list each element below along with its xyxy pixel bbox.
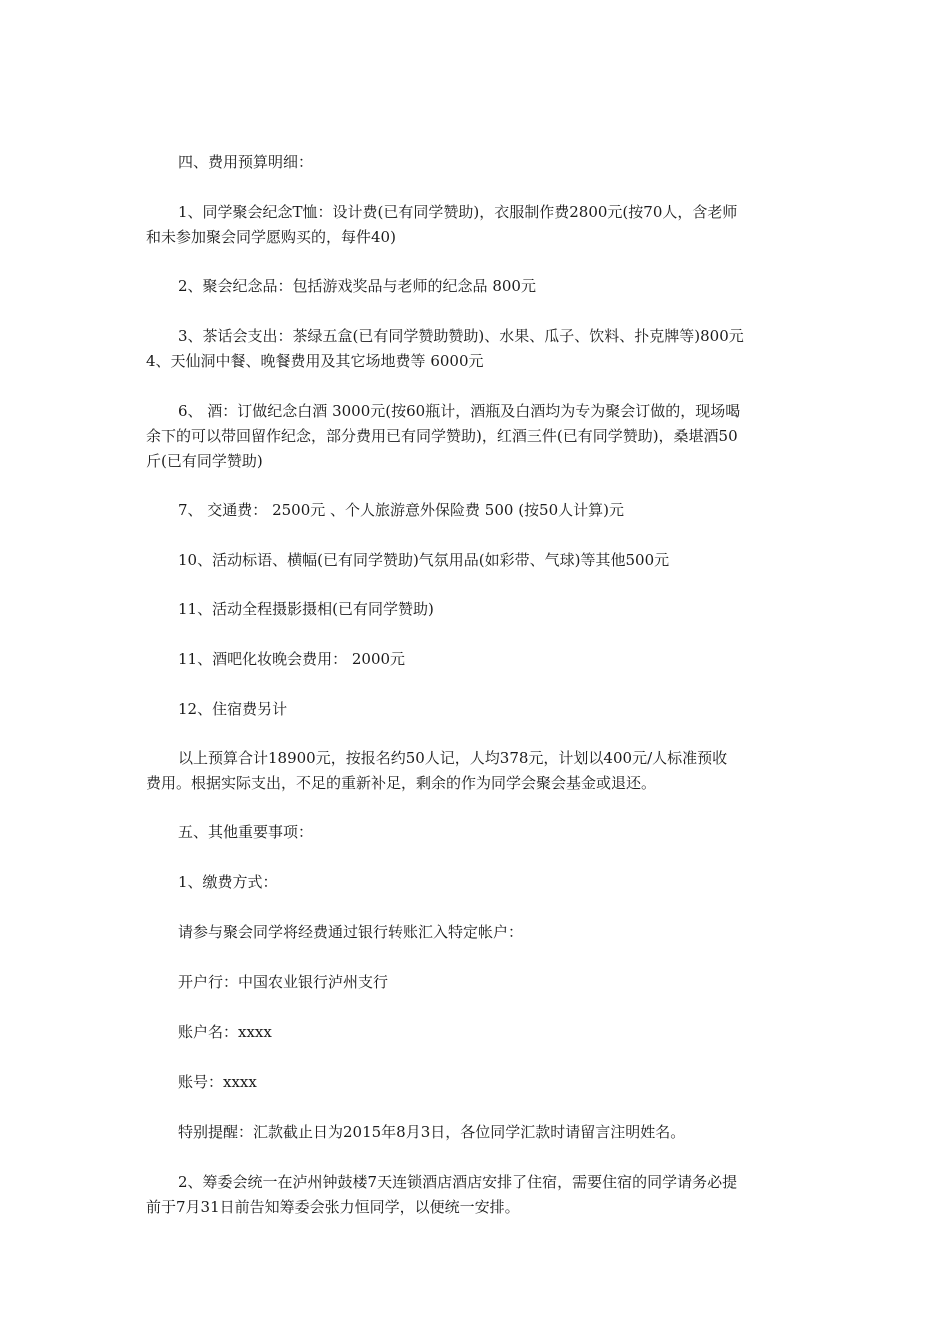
text-line: 2、筹委会统一在泸州钟鼓楼7天连锁酒店酒店安排了住宿，需要住宿的同学请务必提: [178, 1173, 738, 1191]
text-line: 2、聚会纪念品：包括游戏奖品与老师的纪念品 800元: [178, 277, 536, 295]
budget-item-tshirt: [146, 200, 808, 250]
budget-item-photography: [146, 597, 808, 622]
budget-total: [146, 746, 808, 796]
text-line: 斤(已有同学赞助): [146, 452, 263, 470]
lodging-arrangement: [146, 1170, 808, 1220]
text-line: 余下的可以带回留作纪念，部分费用已有同学赞助)，红酒三件(已有同学赞助)，桑堪酒50: [146, 427, 738, 445]
text-line: 10、活动标语、横幅(已有同学赞助)气氛用品(如彩带、气球)等其他500元: [178, 551, 670, 569]
budget-item-lodging: [146, 697, 808, 722]
text-line: 1、缴费方式：: [178, 873, 278, 891]
special-reminder: [146, 1120, 808, 1145]
text-line: 五、其他重要事项：: [178, 823, 314, 841]
account-number: [146, 1070, 808, 1095]
text-line: 11、活动全程摄影摄相(已有同学赞助): [178, 600, 434, 618]
text-line: 11、酒吧化妆晚会费用： 2000元: [178, 650, 406, 668]
text-line: 前于7月31日前告知筹委会张力恒同学，以便统一安排。: [146, 1198, 520, 1216]
text-line: 请参与聚会同学将经费通过银行转账汇入特定帐户：: [178, 923, 524, 941]
text-line: 和未参加聚会同学愿购买的，每件40): [146, 228, 396, 246]
text-line: 1、同学聚会纪念T恤：设计费(已有同学赞助)，衣服制作费2800元(按70人，含老师: [178, 203, 738, 221]
text-line: 特别提醒：汇款截止日为2015年8月3日，各位同学汇款时请留言注明姓名。: [178, 1123, 686, 1141]
text-line: 账号：xxxx: [178, 1073, 257, 1091]
section-heading-budget: [146, 150, 808, 175]
section-heading-other: [146, 820, 808, 845]
budget-item-wine: [146, 399, 808, 474]
text-line: 12、住宿费另计: [178, 700, 288, 718]
text-line: 6、 酒：订做纪念白酒 3000元(按60瓶计，酒瓶及白酒均为专为聚会订做的，现场喝: [178, 402, 741, 420]
bank-name: [146, 970, 808, 995]
text-line: 四、费用预算明细：: [178, 153, 314, 171]
text-line: 开户行：中国农业银行泸州支行: [178, 973, 389, 991]
budget-item-bar-party: [146, 647, 808, 672]
text-line: 以上预算合计18900元，按报名约50人记，人均378元，计划以400元/人标准预收: [178, 749, 728, 767]
budget-item-transport: [146, 498, 808, 523]
text-line: 费用。根据实际支出，不足的重新补足，剩余的作为同学会聚会基金或退还。: [146, 774, 657, 792]
payment-method-heading: [146, 870, 808, 895]
budget-item-souvenir: [146, 274, 808, 299]
account-name: [146, 1020, 808, 1045]
budget-item-banners: [146, 548, 808, 573]
text-line: 3、茶话会支出：茶绿五盒(已有同学赞助赞助)、水果、瓜子、饮料、扑克牌等)800元: [178, 327, 744, 345]
text-line: 4、天仙洞中餐、晚餐费用及其它场地费等 6000元: [146, 352, 484, 370]
payment-instruction: [146, 920, 808, 945]
text-line: 账户名：xxxx: [178, 1023, 272, 1041]
budget-item-tea-party: [146, 324, 808, 374]
text-line: 7、 交通费： 2500元 、个人旅游意外保险费 500 (按50人计算)元: [178, 501, 624, 519]
